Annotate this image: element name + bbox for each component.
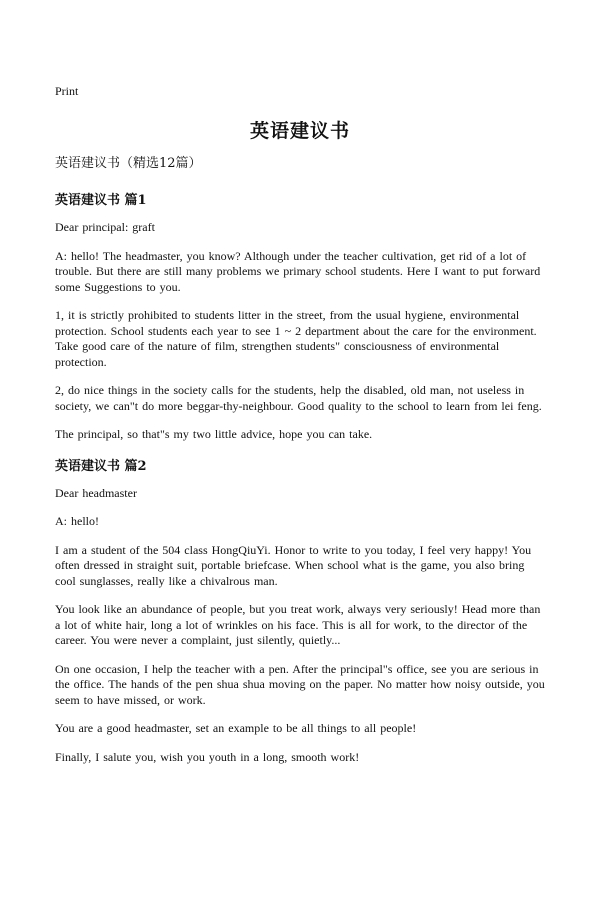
paragraph: You look like an abundance of people, but you treat work, always very seriously! Head more than a lot of white hair, long a lot of wrinkles on his face. This is all for work, to the director of the career. You were never a complaint, just silently, quietly...: [55, 602, 541, 647]
document-subtitle: 英语建议书（精选12篇）: [55, 156, 202, 171]
paragraph: 2, do nice things in the society calls for the students, help the disabled, old man, not useless in society, we can"t do more beggar-thy-neighbour. Good quality to the school to learn from lei feng.: [55, 383, 542, 413]
paragraph: Dear headmaster: [55, 485, 137, 500]
paragraph: A: hello!: [55, 514, 99, 528]
paragraph: On one occasion, I help the teacher with a pen. After the principal"s office, see you are serious in the office. The hands of the pen shua shua moving on the paper. No matter how noisy outside, you seem to have missed, or work.: [55, 661, 545, 707]
paragraph: 1, it is strictly prohibited to students litter in the street, from the usual hygiene, environmental protection. School students each year to see 1 ~ 2 department about the care for the environment. Take good care of the nature of film, strengthen students" consciousness of environmental protection.: [55, 308, 537, 369]
print-label: Print: [55, 84, 79, 98]
section-heading: 英语建议书 篇1: [55, 193, 147, 208]
paragraph: Dear principal: graft: [55, 220, 155, 234]
paragraph: A: hello! The headmaster, you know? Although under the teacher cultivation, get rid of a lot of trouble. But there are still many problems we primary school students. Here I want to put forward some Suggestions to you.: [55, 248, 541, 294]
paragraph: I am a student of the 504 class HongQiuYi. Honor to write to you today, I feel very happy! You often dressed in straight suit, portable briefcase. When school what is the game, you also bring cool sunglasses, really like a chivalrous man.: [55, 542, 532, 588]
section-heading: 英语建议书 篇2: [55, 458, 147, 474]
section-1: [55, 189, 545, 443]
section-2: [55, 455, 545, 766]
document-content: [55, 152, 545, 778]
paragraph: You are a good headmaster, set an example to be all things to all people!: [55, 721, 417, 735]
page-title: 英语建议书: [249, 120, 350, 142]
paragraph: Finally, I salute you, wish you youth in a long, smooth work!: [55, 749, 360, 764]
paragraph: The principal, so that"s my two little advice, hope you can take.: [55, 427, 373, 441]
